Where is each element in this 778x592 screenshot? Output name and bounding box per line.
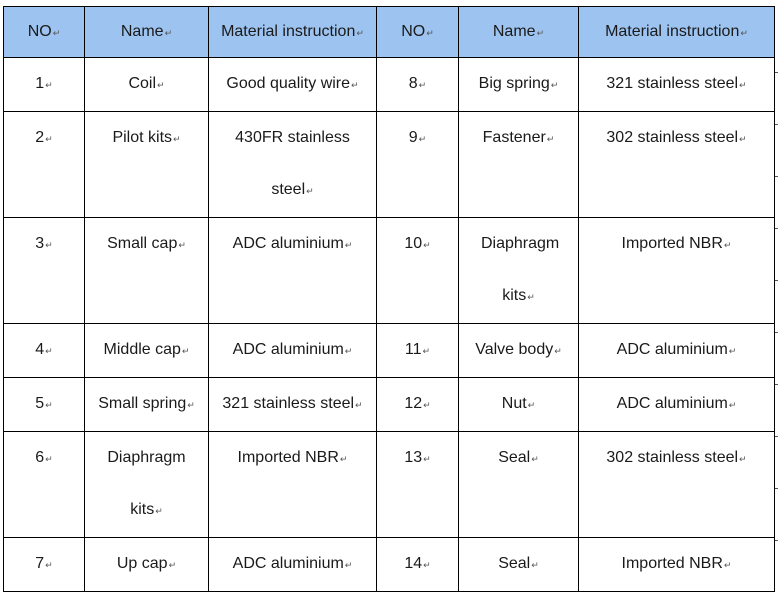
material-cell: 430FR stainless steel↵ [209, 112, 377, 218]
material-cell: ADC aluminium↵ [579, 324, 775, 378]
material-cell: 321 stainless steel↵ [209, 378, 377, 432]
name-cell: Small cap↵ [85, 218, 209, 324]
material-cell: Imported NBR↵ [579, 538, 775, 592]
table-row [4, 378, 775, 432]
table-row [4, 218, 775, 324]
material-cell: ADC aluminium↵ [209, 538, 377, 592]
no-cell: 14↵ [377, 538, 459, 592]
header-name-1: Name↵ [85, 7, 209, 58]
name-cell: Big spring↵ [459, 58, 579, 112]
material-cell: Good quality wire↵ [209, 58, 377, 112]
no-cell: 3↵ [4, 218, 85, 324]
name-cell: Diaphragm kits↵ [459, 218, 579, 324]
material-cell: 302 stainless steel↵ [579, 112, 775, 218]
table-row [4, 324, 775, 378]
material-cell: Imported NBR↵ [579, 218, 775, 324]
table-row [4, 112, 775, 218]
name-cell: Coil↵ [85, 58, 209, 112]
material-cell: 302 stainless steel↵ [579, 432, 775, 538]
header-name-2: Name↵ [459, 7, 579, 58]
no-cell: 2↵ [4, 112, 85, 218]
name-cell: Small spring↵ [85, 378, 209, 432]
header-no-1: NO↵ [4, 7, 85, 58]
material-cell: ADC aluminium↵ [209, 218, 377, 324]
name-cell: Fastener↵ [459, 112, 579, 218]
material-cell: 321 stainless steel↵ [579, 58, 775, 112]
table-row [4, 58, 775, 112]
name-cell: Nut↵ [459, 378, 579, 432]
no-cell: 6↵ [4, 432, 85, 538]
material-cell: ADC aluminium↵ [209, 324, 377, 378]
no-cell: 4↵ [4, 324, 85, 378]
name-cell: Seal↵ [459, 538, 579, 592]
table-row [4, 538, 775, 592]
no-cell: 8↵ [377, 58, 459, 112]
no-cell: 9↵ [377, 112, 459, 218]
table-row [4, 432, 775, 538]
no-cell: 5↵ [4, 378, 85, 432]
header-no-2: NO↵ [377, 7, 459, 58]
no-cell: 13↵ [377, 432, 459, 538]
header-row [4, 7, 775, 58]
no-cell: 11↵ [377, 324, 459, 378]
material-cell: Imported NBR↵ [209, 432, 377, 538]
material-cell: ADC aluminium↵ [579, 378, 775, 432]
header-material-2: Material instruction↵ [579, 7, 775, 58]
name-cell: Pilot kits↵ [85, 112, 209, 218]
no-cell: 7↵ [4, 538, 85, 592]
name-cell: Seal↵ [459, 432, 579, 538]
name-cell: Middle cap↵ [85, 324, 209, 378]
name-cell: Up cap↵ [85, 538, 209, 592]
name-cell: Valve body↵ [459, 324, 579, 378]
no-cell: 1↵ [4, 58, 85, 112]
name-cell: Diaphragm kits↵ [85, 432, 209, 538]
no-cell: 10↵ [377, 218, 459, 324]
no-cell: 12↵ [377, 378, 459, 432]
parts-material-table [3, 6, 775, 592]
header-material-1: Material instruction↵ [209, 7, 377, 58]
